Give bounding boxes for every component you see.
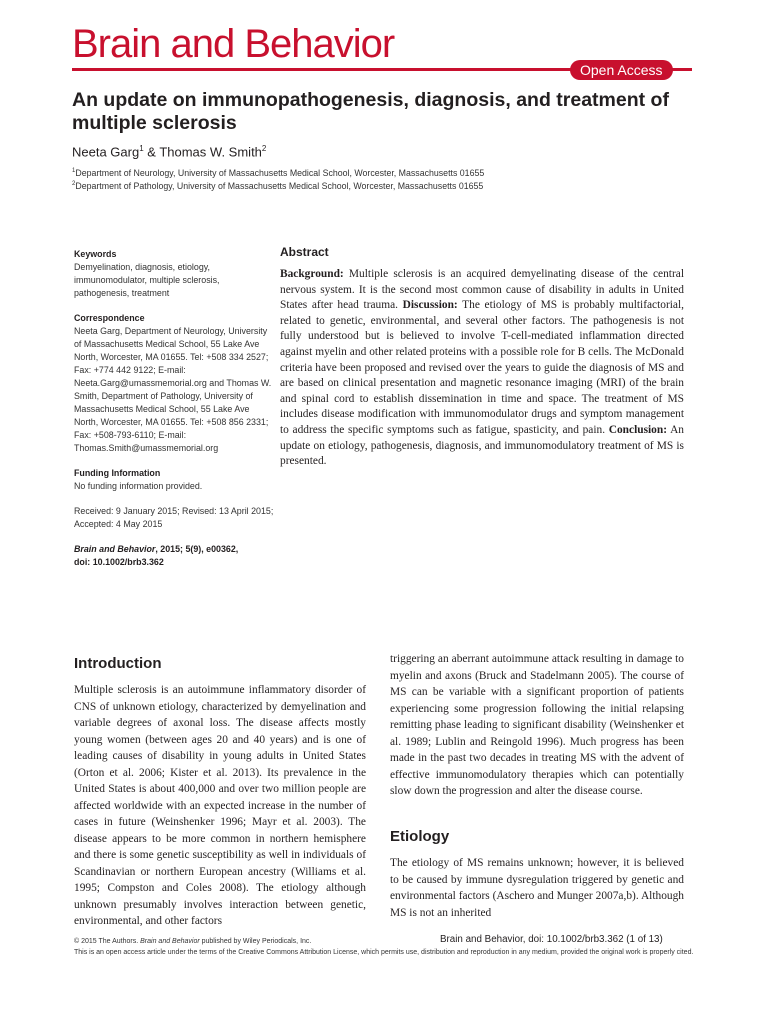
copyright-prefix: © 2015 The Authors. [74, 938, 141, 945]
introduction-paragraph: Multiple sclerosis is an autoimmune inflammatory disorder of CNS of unknown etiology, characterized by demyelination and variable degrees of axonal loss. The disease affects mostly young women (between ages 20 and 40 years) and is one of leading causes of disability in young adults in United States (Orton et al. 2006; Kister et al. 2013). Its prevalence in the United States is about 400,000 and over two million people are affected worldwide with an expected increase in the number of cases in future (Weinshenker 1996; Mayr et al. 2003). The disease appears to be more common in northern hemisphere and there is some genetic susceptibility as well in individuals of Scandinavian or northern European ancestry (Williams et al. 1995; Compston and Coles 2008). The etiology although unknown presumably involves interaction between genetic, environmental, and other factors [74, 684, 366, 927]
author-list [72, 141, 266, 160]
citation-block [74, 543, 274, 569]
journal-title: Brain and Behavior [72, 22, 395, 66]
citation-journal: Brain and Behavior [74, 544, 156, 554]
introduction-continued-paragraph: triggering an aberrant autoimmune attack resulting in damage to myelin and axons (Bruck and Stadelmann 2005). The course of MS can be variable with a significant proportion of patients experiencing some progression following the initial relapsing remitting phase leading to significant disability (Weinshenker et al. 1989; Lublin and Reingold 1996). Much progress has been made in the past two decades in treating MS with the advent of effective immunomodulatory therapies which can potentially slow down the progression and alter the disease course. [390, 653, 684, 797]
author-name: Thomas W. Smith [159, 144, 262, 160]
abstract-body [280, 267, 684, 470]
copyright-journal: Brain and Behavior [140, 938, 200, 945]
etiology-paragraph: The etiology of MS remains unknown; however, it is believed to be caused by immune dysregulation triggered by genetic and environmental factors (Aschero and Munger 2007a,b). Although MS is not an inherited [390, 857, 684, 919]
background-text: Multiple sclerosis is an acquired demyelinating disease of the central nervous system. It is the second most common cause of disability in adults in United States after head trauma. [280, 268, 684, 312]
etiology-heading: Etiology [390, 828, 450, 845]
affiliation-marker: 1 [72, 168, 76, 174]
funding-heading: Funding Information [74, 468, 161, 478]
funding-text: No funding information provided. [74, 481, 203, 491]
open-access-badge: Open Access [570, 60, 673, 80]
funding-block [74, 467, 274, 493]
author-name: Neeta Garg [72, 144, 140, 160]
author-separator: & [143, 144, 160, 160]
keywords-block [74, 248, 274, 300]
affiliation-marker: 2 [72, 181, 76, 187]
conclusion-text: An update on etiology, pathogenesis, diagnosis, and immunomodulatory treatment of MS is presented. [280, 423, 684, 468]
article-title: An update on immunopathogenesis, diagnosis, and treatment of multiple sclerosis [72, 89, 669, 134]
correspondence-heading: Correspondence [74, 313, 145, 323]
affiliation-text: Department of Pathology, University of Massachusetts Medical School, Worcester, Massachusetts 01655 [75, 180, 484, 191]
correspondence-block [74, 312, 274, 455]
affiliation [72, 178, 483, 192]
keywords-heading: Keywords [74, 249, 117, 259]
discussion-text: The etiology of MS is probably multifactorial, related to genetic, environmental, and several other factors. The pathogenesis is not fully understood but is believed to involve T-cell-mediated inflammation directed against myelin and other related proteins with a possible role for B cells. The McDonald criteria have been proposed and revised over the years to guide the diagnosis of MS and are based on clinical presentation and magnetic resonance imaging (MRI) of the brain and spinal cord to establish dissemination in time and space. The treatment of MS includes disease modification with immunomodulator drugs and symptom management to address the specific symptoms such as fatigue, spasticity, and pain. [280, 299, 684, 436]
received-dates: Received: 9 January 2015; Revised: 13 April 2015; Accepted: 4 May 2015 [74, 506, 274, 529]
correspondence-text: Neeta Garg, Department of Neurology, University of Massachusetts Medical School, 55 Lake Ave North, Worcester, MA 01655. Tel: +508 334 2527; Fax: +774 442 9122; E-mail: Neeta.Garg@umassmemorial.org and Thomas W. Smith, Department of Pathology, University of Massachusetts Medical School, 55 Lake Ave North, Worcester, MA 01655. Tel: +508 856 2331; Fax: +508-793-6110; E-mail: Thomas.Smith@umassmemorial.org [74, 326, 272, 453]
author-affiliation-marker: 2 [261, 144, 267, 153]
citation-volume: , 2015; 5(9), e00362, [155, 544, 239, 554]
conclusion-label: Conclusion: [608, 423, 667, 436]
affiliation-text: Department of Neurology, University of Massachusetts Medical School, Worcester, Massachusetts 01655 [75, 167, 485, 178]
page-citation: Brain and Behavior, doi: 10.1002/brb3.362 (1 of 13) [440, 934, 663, 945]
introduction-heading: Introduction [74, 655, 162, 672]
author-affiliation-marker: 1 [139, 144, 144, 153]
citation-doi: doi: 10.1002/brb3.362 [74, 557, 164, 567]
article-metadata-sidebar [74, 248, 274, 569]
keywords-text: Demyelination, diagnosis, etiology, immunomodulator, multiple sclerosis, pathogenesis, treatment [74, 262, 220, 298]
copyright-line [74, 936, 311, 947]
copyright-suffix: published by Wiley Periodicals, Inc. [199, 938, 312, 945]
abstract-heading: Abstract [280, 245, 329, 259]
license-text: This is an open access article under the terms of the Creative Commons Attribution License, which permits use, distribution and reproduction in any medium, provided the original work is properly cited. [74, 949, 694, 956]
affiliation [72, 165, 484, 179]
discussion-label: Discussion: [402, 299, 458, 312]
background-label: Background: [280, 268, 344, 280]
